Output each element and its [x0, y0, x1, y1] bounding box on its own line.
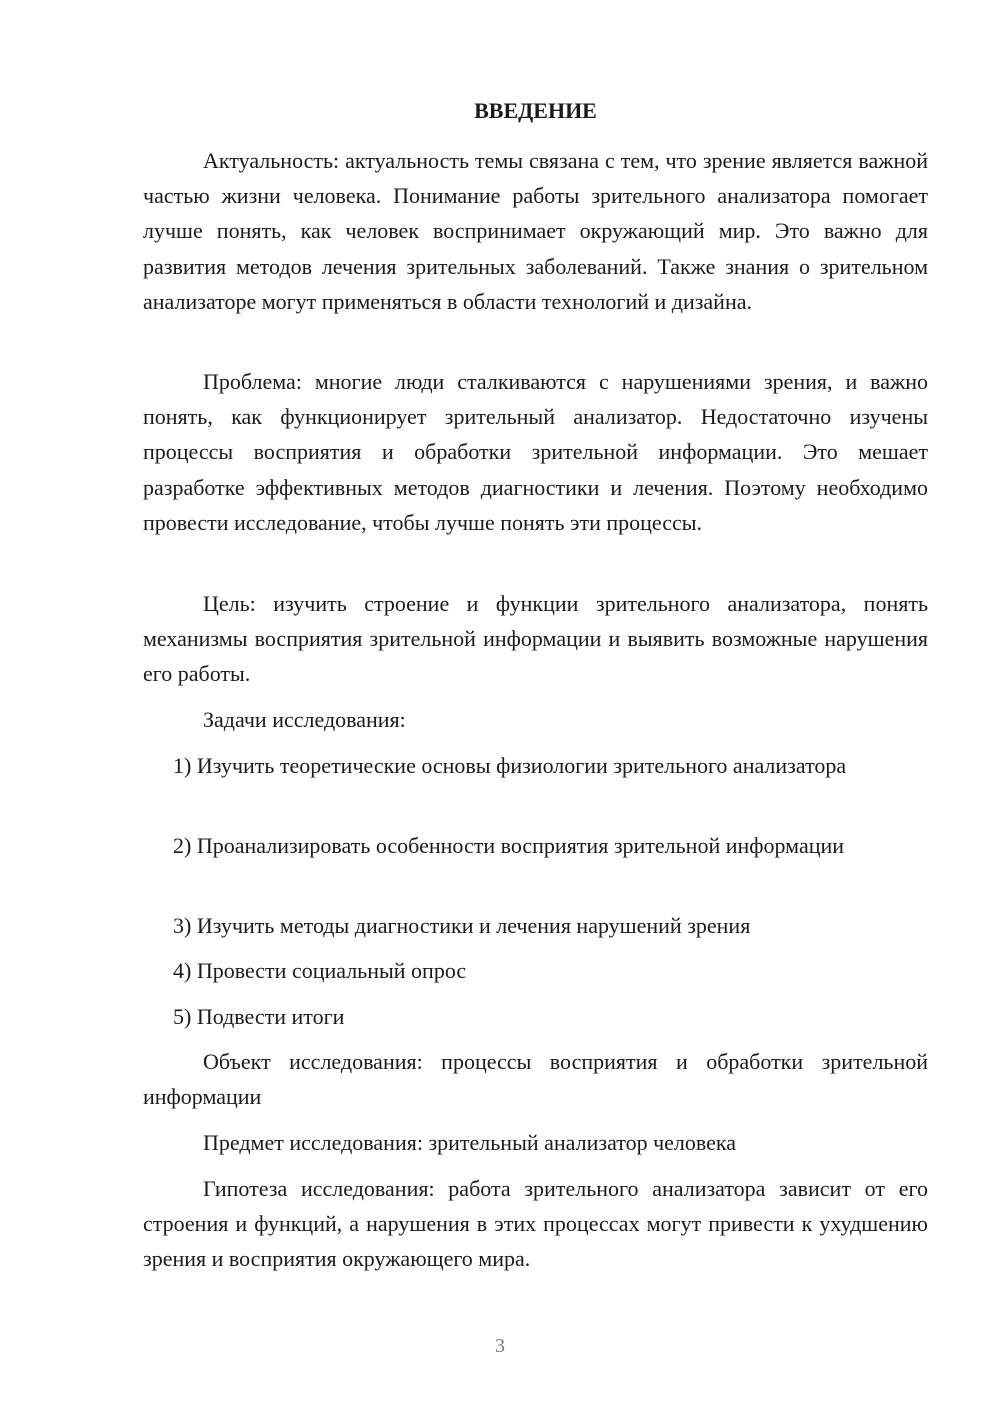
- goal-paragraph: Цель: изучить строение и функции зрительного анализатора, понять механизмы восприятия зрительной информации и выявить возможные нарушения его работы.: [143, 591, 928, 687]
- page-number: 3: [495, 1335, 505, 1357]
- hypothesis-paragraph: Гипотеза исследования: работа зрительного анализатора зависит от его строения и функций, а нарушения в этих процессах могут привести к ухудшению зрения и восприятия окружающего мира.: [143, 1176, 928, 1272]
- problem-paragraph: Проблема: многие люди сталкиваются с нарушениями зрения, и важно понять, как функционирует зрительный анализатор. Недостаточно изучены процессы восприятия и обработки зрительной информации. Это мешает разработке эффективных методов диагностики и лечения. Поэтому необходимо провести исследование, чтобы лучше понять эти процессы.: [143, 369, 928, 535]
- section-title: ВВЕДЕНИЕ: [474, 98, 597, 123]
- object-paragraph: Объект исследования: процессы восприятия и обработки зрительной информации: [143, 1049, 928, 1110]
- task-item-3: 3) Изучить методы диагностики и лечения нарушений зрения: [173, 913, 751, 938]
- relevance-paragraph: Актуальность: актуальность темы связана с тем, что зрение является важной частью жизни человека. Понимание работы зрительного анализатора помогает лучше понять, как человек воспринимает окружающий мир. Это важно для развития методов лечения зрительных заболеваний. Также знания о зрительном анализаторе могут применяться в области технологий и дизайна.: [143, 148, 928, 314]
- task-item-1: 1) Изучить теоретические основы физиологии зрительного анализатора: [173, 753, 847, 778]
- task-item-5: 5) Подвести итоги: [173, 1004, 345, 1029]
- task-item-4: 4) Провести социальный опрос: [173, 958, 467, 983]
- tasks-heading: Задачи исследования:: [203, 707, 406, 732]
- subject-paragraph: Предмет исследования: зрительный анализатор человека: [203, 1130, 737, 1155]
- task-item-2: 2) Проанализировать особенности восприятия зрительной информации: [173, 833, 845, 858]
